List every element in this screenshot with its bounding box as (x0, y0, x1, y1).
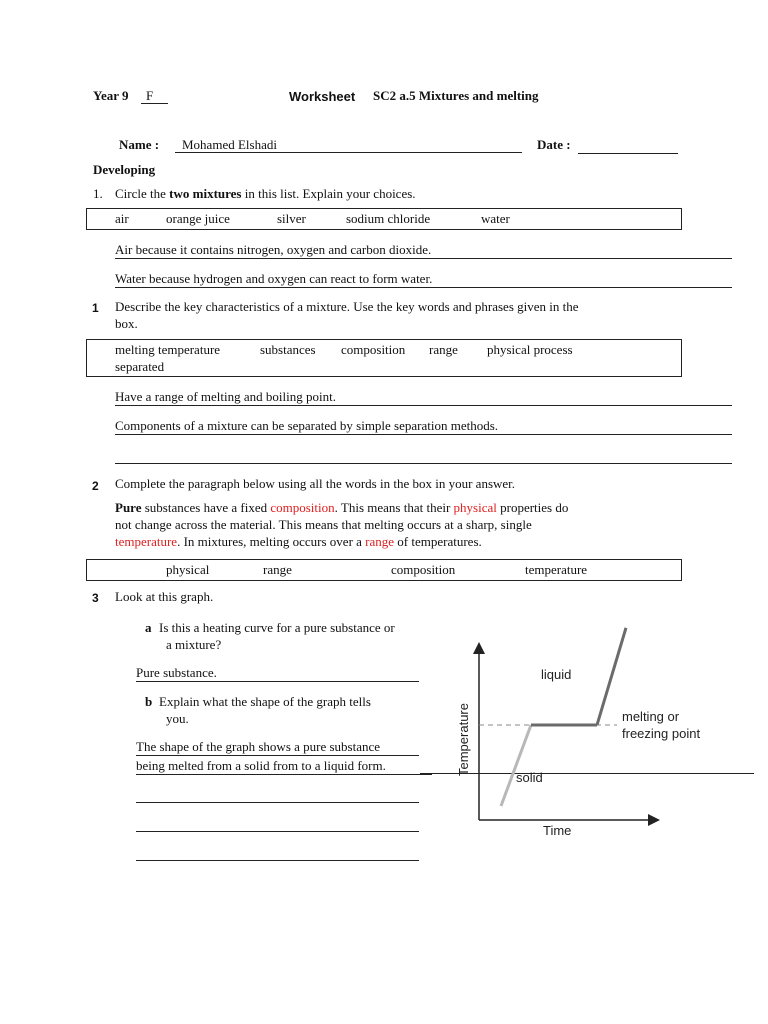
x-axis-label: Time (543, 823, 572, 838)
question-number: 1. (93, 186, 103, 201)
worksheet-title: SC2 a.5 Mixtures and melting (373, 88, 539, 103)
word-melting-temperature: melting temperature (115, 342, 221, 357)
answer-line[interactable] (136, 814, 419, 832)
sub-question-b-text-cont: you. (166, 711, 189, 726)
worksheet-word: Worksheet (289, 89, 356, 104)
name-label: Name : (119, 137, 160, 152)
heating-curve-chart (440, 636, 701, 846)
word-physical-process: physical process (487, 342, 573, 357)
question-number: 2 (92, 479, 99, 493)
question-3-text: Complete the paragraph below using all the words in the box in your answer. (115, 476, 516, 491)
answer-line[interactable]: Pure substance. (136, 664, 419, 682)
y-axis-label: Temperature (456, 703, 471, 776)
date-label: Date : (537, 137, 571, 152)
sub-question-a-text-cont: a mixture? (166, 637, 222, 652)
word-temperature: temperature (525, 562, 588, 577)
section-heading: Developing (93, 162, 156, 177)
series-segment-solid (501, 725, 531, 806)
word-physical: physical (166, 562, 210, 577)
year-label: Year 9 (93, 88, 129, 103)
sub-question-a-text: Is this a heating curve for a pure substance or (159, 620, 395, 635)
word-silver: silver (277, 211, 306, 226)
word-air: air (115, 211, 129, 226)
answer-line[interactable]: Have a range of melting and boiling point. (115, 388, 732, 406)
answer-line[interactable] (136, 843, 419, 861)
question-1-text: Circle the two mixtures in this list. Explain your choices. (115, 186, 416, 201)
question-4-text: Look at this graph. (115, 589, 214, 604)
answer-line[interactable]: Air because it contains nitrogen, oxygen and carbon dioxide. (115, 241, 732, 259)
annotation-melting: melting or (622, 709, 680, 724)
name-field[interactable]: Mohamed Elshadi (175, 137, 522, 153)
sub-question-label: a (145, 620, 152, 635)
year-value: F (141, 88, 168, 104)
word-range: range (429, 342, 458, 357)
sub-question-label: b (145, 694, 153, 709)
answer-line[interactable]: The shape of the graph shows a pure substance (136, 738, 419, 756)
word-sodium-chloride: sodium chloride (346, 211, 431, 226)
annotation-freezing-point: freezing point (622, 726, 701, 741)
question-number: 3 (92, 591, 99, 605)
answer-line[interactable]: being melted from a solid from to a liquid form. (136, 757, 432, 775)
answer-line[interactable]: Water because hydrogen and oxygen can react to form water. (115, 270, 732, 288)
answer-line[interactable] (136, 785, 419, 803)
annotation-solid: solid (516, 770, 543, 785)
sub-question-b-text: Explain what the shape of the graph tells (159, 694, 371, 709)
question-2-text-cont: box. (115, 316, 138, 331)
word-range: range (263, 562, 292, 577)
date-field[interactable] (578, 137, 678, 154)
word-composition: composition (391, 562, 456, 577)
word-composition: composition (341, 342, 406, 357)
word-separated: separated (115, 359, 165, 374)
word-substances: substances (260, 342, 316, 357)
question-2-text: Describe the key characteristics of a mixture. Use the key words and phrases given in the (115, 299, 579, 314)
paragraph-line-2: not change across the material. This means that melting occurs at a sharp, single (115, 517, 532, 532)
annotation-liquid: liquid (541, 667, 572, 682)
question-number: 1 (92, 301, 99, 315)
word-orange-juice: orange juice (166, 211, 230, 226)
paragraph-line-1: Pure substances have a fixed composition. This means that their physical properties do (115, 500, 569, 515)
answer-line[interactable]: Components of a mixture can be separated by simple separation methods. (115, 417, 732, 435)
word-water: water (481, 211, 510, 226)
answer-line[interactable] (115, 446, 732, 464)
paragraph-line-3: temperature. In mixtures, melting occurs over a range of temperatures. (115, 534, 482, 549)
